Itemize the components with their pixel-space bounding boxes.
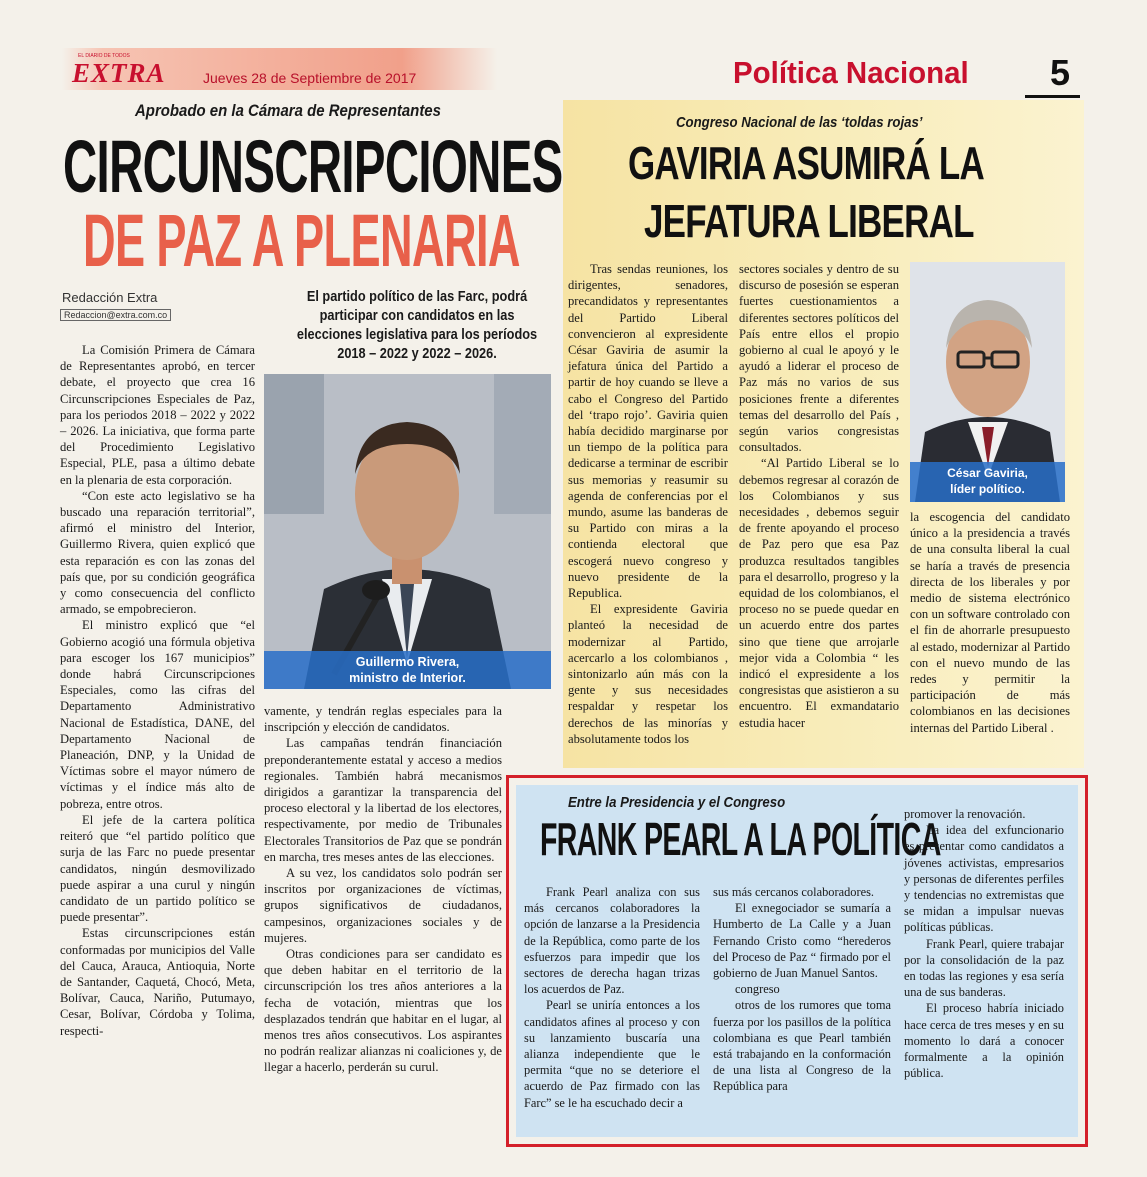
gaviria-caption-role: líder político. — [950, 482, 1025, 496]
byline: Redacción Extra — [62, 290, 158, 305]
paragraph: Pearl se uniría entonces a los candidatos afines al proceso y con su lanzamiento buscaría una alianza independiente que le permita “que no se deteriore el acuerdo de Paz firmado con las Farc” se le ha escuchado decir a — [524, 998, 700, 1110]
pearl-column-3 — [904, 806, 1064, 1081]
left-article-kicker: Aprobado en la Cámara de Representantes — [135, 101, 441, 120]
paragraph: Otras condiciones para ser candidato es que deben habitar en el territorio de la circunscripción los tres años anteriores a la fecha de votación, mientras que los desplazados tendrán que habitar en el lugar, al menos tres años consecutivos. Los aspirantes no podrán realizar alianzas ni coaliciones y, de llegar a hacerlo, perderán su curul. — [264, 947, 502, 1075]
rivera-photo — [264, 374, 551, 689]
paragraph: El ministro explicó que “el Gobierno acogió una fórmula objetiva para escoger los 167 municipios” donde habrá Circunscripciones Especiales, como las cifras del Departamento Administrativo Nacional de Estadística, DANE, del Departamento Nacional de Planeación, DNP, y la Unidad de Víctimas sobre el mayor número de víctimas y el índice más alto de pobreza, entre otros. — [60, 618, 255, 811]
paragraph: “Con este acto legislativo se ha buscado una reparación territorial”, afirmó el ministro del Interior, Guillermo Rivera, quien explicó que esta reparación es con las zonas del país que, por su condición geográfica y como consecuencia del conflicto armado, se empobrecieron. — [60, 488, 255, 617]
rivera-caption-role: ministro de Interior. — [349, 671, 466, 685]
byline-email: Redaccion@extra.com.co — [60, 309, 171, 321]
pearl-article-kicker: Entre la Presidencia y el Congreso — [568, 794, 786, 811]
paragraph: La idea del exfuncionario es presentar como candidatos a jóvenes activistas, empresarios y personas de diferentes perfiles y tendencias no extremistas que se midan a impulsar nuevas políticas públicas. — [904, 823, 1064, 935]
gaviria-column-1 — [568, 261, 728, 747]
gaviria-headline-line-1: GAVIRIA ASUMIRÁ LA — [628, 137, 984, 189]
rivera-caption-name: Guillermo Rivera, — [355, 655, 460, 669]
left-headline-line-2: DE PAZ A PLENARIA — [83, 199, 520, 282]
page-number-rule — [1025, 95, 1080, 98]
paragraph: La Comisión Primera de Cámara de Representantes aprobó, en tercer debate, el proyecto que crea 16 Circunscripciones Especiales de Paz, para los periodos 2018 – 2022 y 2022 – 2026. La iniciativa, que forma parte del Procedimiento Legislativo Especial, PLE, pasa a último debate en la plenaria de esta corporación. — [60, 343, 255, 487]
issue-date: Jueves 28 de Septiembre de 2017 — [203, 70, 417, 86]
paragraph: Frank Pearl, quiere trabajar por la consolidación de la paz en todas las regiones y esa sería una de sus banderas. — [904, 936, 1064, 1000]
gaviria-article-kicker: Congreso Nacional de las ‘toldas rojas’ — [676, 114, 923, 131]
paragraph: promover la renovación. — [904, 807, 1026, 821]
paragraph: Las campañas tendrán financiación preponderantemente estatal y acceso a medios regionales. También habrá mecanismos dirigidos a garantizar la transparencia del proceso electoral y la libertad de los electores, respectivamente, por medio de Tribunales Electorales Transitorios de Paz que se pondrán en marcha, tres meses antes de las elecciones. — [264, 736, 502, 864]
logo-tagline: EL DIARIO DE TODOS — [78, 53, 130, 59]
paragraph: A su vez, los candidatos solo podrán ser inscritos por organizaciones de víctimas, grupos significativos de ciudadanos, campesinos, organizaciones sociales y de mujeres. — [264, 866, 502, 945]
left-article-deck: El partido político de las Farc, podrá participar con candidatos en las elecciones legislativa para los períodos 2018 – 2022 y 2022 – 2026. — [296, 288, 538, 362]
paragraph: Frank Pearl analiza con sus más cercanos colaboradores la opción de lanzarse a la Presidencia de la República, como parte de los esfuerzos para impedir que los sectores de derecha hagan trizas los acuerdos de Paz. — [524, 885, 700, 997]
pearl-column-2 — [713, 884, 891, 1095]
paragraph: otros de los rumores que toma fuerza por los pasillos de la política colombiana es que Pearl también está trabajando en la conformación de una lista al Congreso de la República para — [713, 998, 891, 1094]
paragraph: “Al Partido Liberal se lo debemos regresar al corazón de los Colombianos y sus necesidades , debemos seguir de frente apoyando el proceso de Paz pero que esa Paz produzca resultados tangibles para el desarrollo, progreso y la equidad de los colombianos, el proceso no se puede quedar en un acuerdo entre dos partes sino que tiene que arrojarle mejor vida a Colombia “ les indicó el expresidente a los congresistas que asistieron a su encuentro. El exmandatario estudia hacer — [739, 456, 899, 730]
paragraph: Tras sendas reuniones, los dirigentes, senadores, precandidatos y representantes del Partido Liberal convencieron al expresidente César Gaviria de asumir la jefatura única del Partido a partir de hoy cuando se lleve a cabo el Congreso del Partido del ‘trapo rojo’. Gaviria quien había decidido marginarse por un tiempo de la política para dedicarse a terminar de escribir sus memorias y reasumir su agenda de conferencias por el mundo, asume las banderas de su Partido con miras a la contienda electoral que escogerá nuevo congreso y nuevo presidente de la Republica. — [568, 262, 728, 601]
paragraph: Estas circunscripciones están conformadas por municipios del Valle del Cauca, Arauca, Antioquia, Norte de Santander, Caquetá, Chocó, Meta, Bolívar, Cauca, Nariño, Putumayo, Cesar, Bolívar, Córdoba y Tolima, respecti- — [60, 926, 255, 1038]
left-headline-line-1: CIRCUNSCRIPCIONES — [63, 125, 563, 208]
gaviria-column-2 — [739, 261, 899, 731]
paragraph: sectores sociales y dentro de su discurso de posesión se esperan fuertes cuestionamientos a diferentes sectores políticos del País entre ellos el propio gobierno al cual le apoyó y le ayudó a liderar el proceso de Paz más no varios de sus posiciones frente a diferentes temas del desarrollo del País , según varios congresistas consultados. — [739, 262, 899, 455]
gaviria-column-3 — [910, 509, 1070, 736]
left-article-column-2 — [264, 703, 502, 1076]
left-article-column-1 — [60, 342, 255, 1039]
paragraph: El expresidente Gaviria planteó la necesidad de modernizar al Partido, acercarlo a los colombianos , sintonizarlo aún más con la gente y sus necesidades respaldar y respetar los derechos de las minorías y absolutamente todos los — [568, 602, 728, 746]
paragraph: la escogencia del candidato único a la presidencia a través de una consulta liberal la cual se haría a través de presencia directa de los liberales y por medio de sistema electrónico con un software controlado con el fin de ahorrarle presupuesto al estado, modernizar al Partido con el nuevo mundo de las redes y permitir la participación de más colombianos en las decisiones internas del Partido Liberal . — [910, 510, 1070, 735]
pearl-headline: FRANK PEARL A LA POLÍTICA — [540, 813, 941, 865]
speaker-at-podium-photo-icon — [264, 374, 551, 689]
paragraph: vamente, y tendrán reglas especiales para la inscripción y elección de candidatos. — [264, 704, 502, 735]
section-title: Política Nacional — [733, 55, 969, 90]
gaviria-caption-name: César Gaviria, — [947, 466, 1028, 480]
paragraph: sus más cercanos colaboradores. — [713, 885, 875, 899]
paragraph: El jefe de la cartera política reiteró que “el partido político que surja de las Farc no puede presentar candidatos, ningún desmovilizado puede aspirar a una curul y ningún candidato de un partido político se puede presentar”. — [60, 812, 255, 925]
paragraph: El proceso habría iniciado hace cerca de tres meses y en su momento lo dará a conocer formalmente a la opinión pública. — [904, 1001, 1064, 1081]
gaviria-photo-caption — [910, 462, 1065, 502]
rivera-photo-caption — [264, 651, 551, 689]
masthead-gradient — [0, 48, 1147, 98]
page-number: 5 — [1050, 52, 1071, 93]
paragraph: congreso — [735, 982, 780, 997]
pearl-column-1 — [524, 884, 700, 1111]
extra-logo: EXTRA — [72, 58, 166, 88]
masthead-band — [0, 48, 1147, 98]
paragraph: El exnegociador se sumaría a Humberto de La Calle y a Juan Fernando Cristo como “herederos del Proceso de Paz “ firmado por el gobierno de Juan Manuel Santos. — [713, 901, 891, 981]
gaviria-headline-line-2: JEFATURA LIBERAL — [644, 195, 974, 247]
